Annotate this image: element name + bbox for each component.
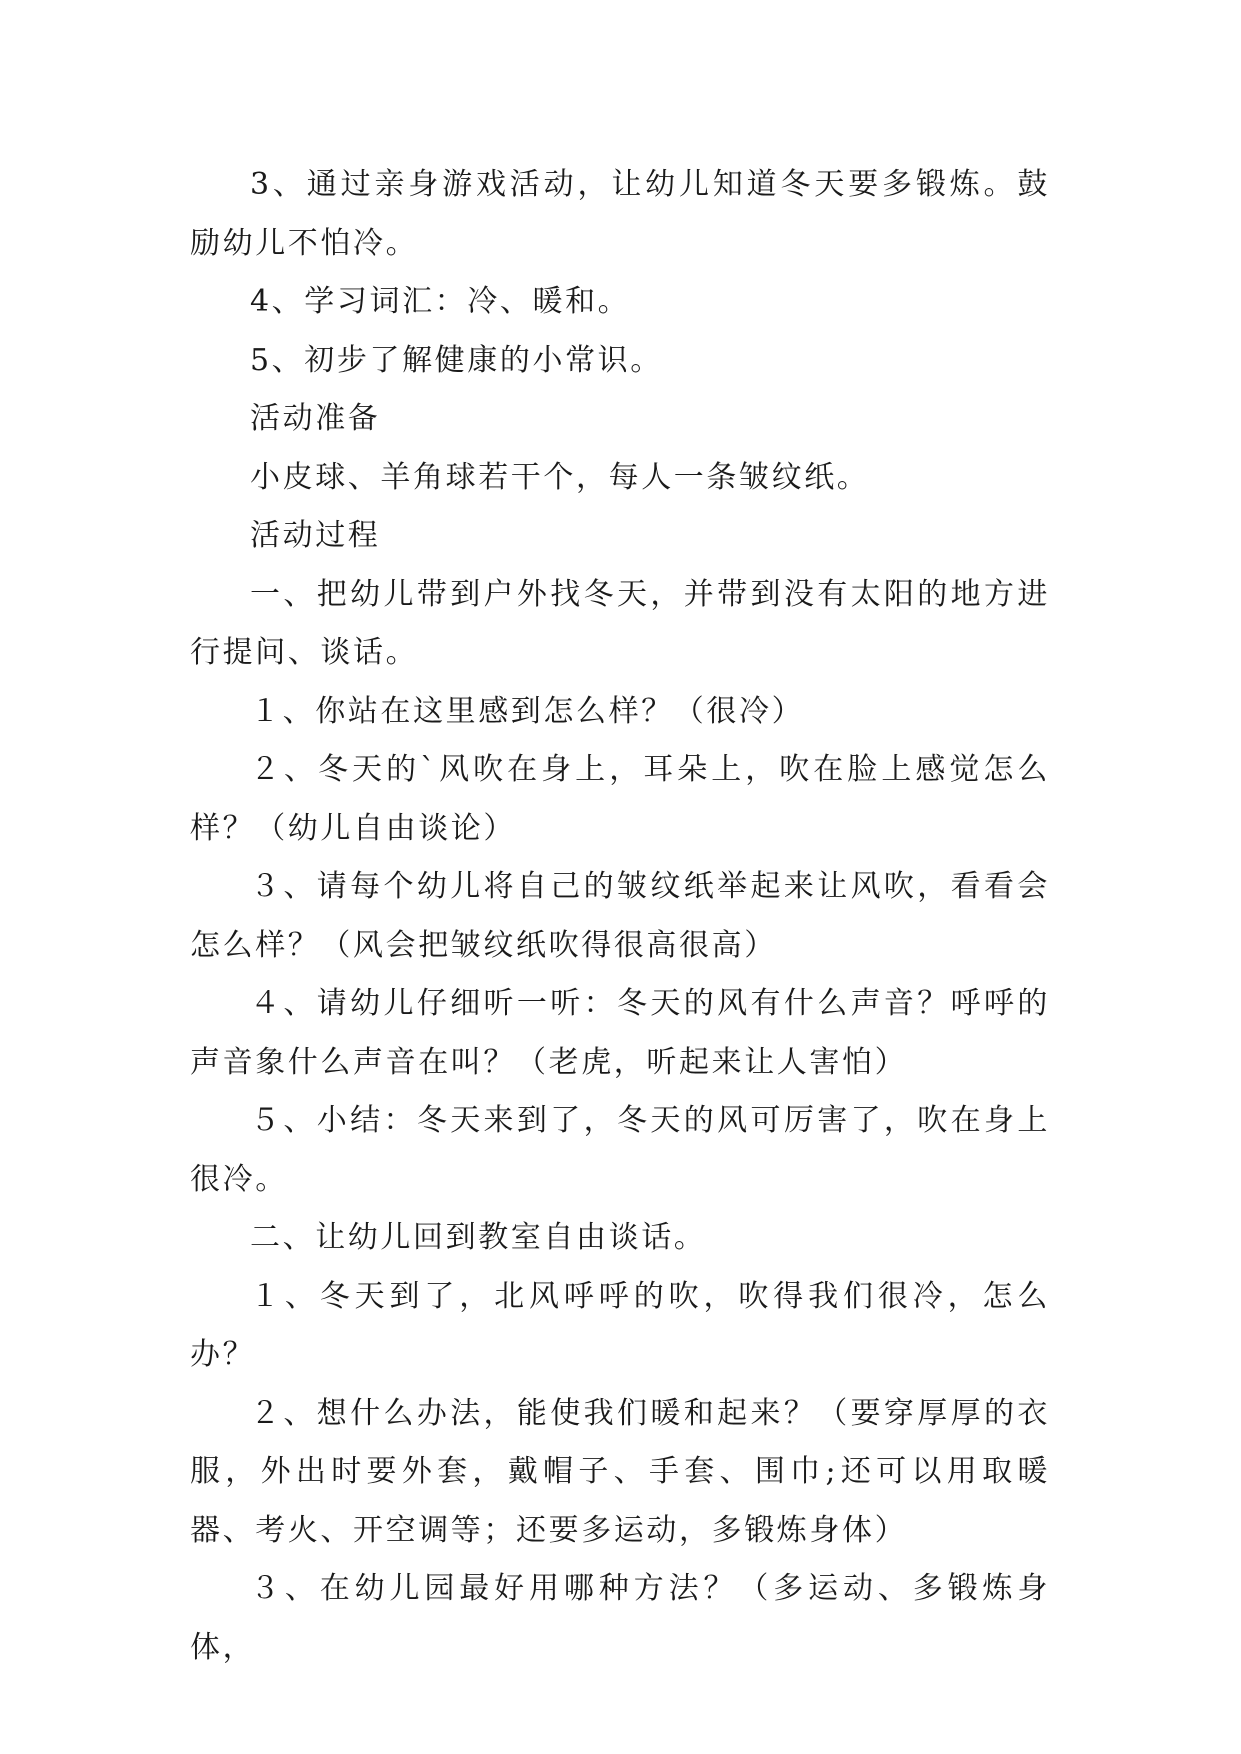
- section-heading-process: 活动过程: [250, 518, 381, 553]
- paragraph-step-1: 一、把幼儿带到户外找冬天，并带到没有太阳的地方进行提问、谈话。: [190, 576, 1050, 670]
- paragraph-step-2: 二、让幼儿回到教室自由谈话。: [250, 1220, 707, 1255]
- paragraph-goal-3: 3、通过亲身游戏活动，让幼儿知道冬天要多锻炼。鼓励幼儿不怕冷。: [190, 167, 1050, 261]
- paragraph-step-1-3: ３、请每个幼儿将自己的皱纹纸举起来让风吹，看看会怎么样？（风会把皱纹纸吹得很高很高）: [190, 869, 1050, 963]
- paragraph-materials: 小皮球、羊角球若干个，每人一条皱纹纸。: [250, 459, 870, 495]
- paragraph-goal-4: 4、学习词汇：冷、暖和。: [250, 284, 631, 319]
- paragraph-step-1-4: ４、请幼儿仔细听一听：冬天的风有什么声音？呼呼的声音象什么声音在叫？（老虎，听起来让人害怕）: [190, 986, 1050, 1080]
- paragraph-step-2-3: ３、在幼儿园最好用哪种方法？（多运动、多锻炼身体，: [190, 1571, 1050, 1665]
- paragraph-step-1-1: １、你站在这里感到怎么样？（很冷）: [250, 693, 805, 729]
- document-body: [190, 156, 1050, 1677]
- section-heading-preparation: 活动准备: [250, 401, 381, 436]
- paragraph-step-1-2: ２、冬天的`风吹在身上，耳朵上，吹在脸上感觉怎么样？（幼儿自由谈论）: [190, 752, 1050, 846]
- paragraph-step-1-5: ５、小结：冬天来到了，冬天的风可厉害了，吹在身上很冷。: [190, 1103, 1050, 1197]
- paragraph-step-2-1: １、冬天到了，北风呼呼的吹，吹得我们很冷，怎么办？: [190, 1278, 1050, 1372]
- paragraph-step-2-2: ２、想什么办法，能使我们暖和起来？（要穿厚厚的衣服，外出时要外套，戴帽子、手套、围巾;还可以用取暖器、考火、开空调等；还要多运动，多锻炼身体）: [190, 1395, 1050, 1548]
- paragraph-goal-5: 5、初步了解健康的小常识。: [250, 342, 663, 378]
